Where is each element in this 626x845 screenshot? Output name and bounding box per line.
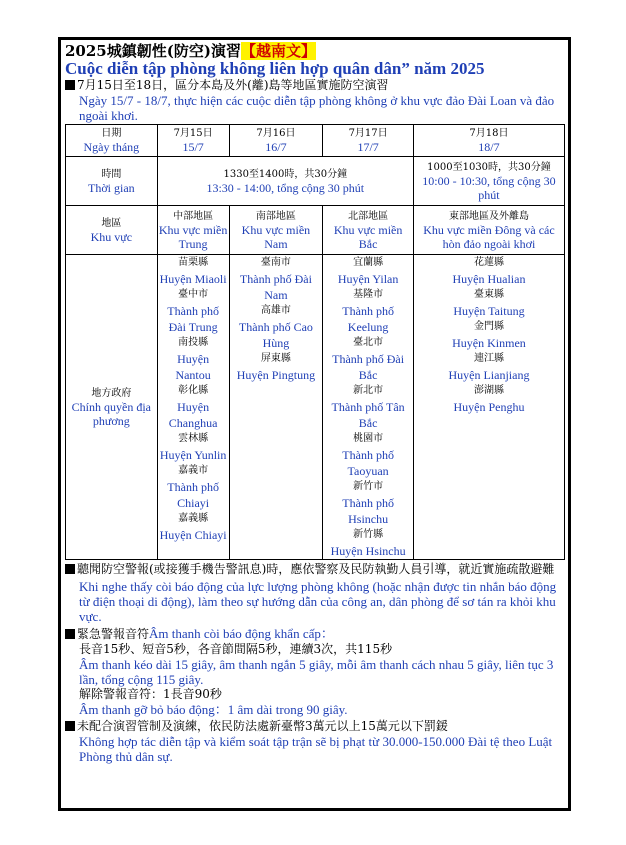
city-name-vi: Huyện Kinmen xyxy=(452,336,526,350)
intro-chinese xyxy=(65,78,564,93)
city-name-vi: Thành phố Đài Nam xyxy=(239,272,312,302)
city-name-zh: 澎湖縣 xyxy=(473,385,504,396)
city-name-vi: Thành phố Đài Trung xyxy=(167,304,219,334)
government-label-vi: Chính quyền địa phương xyxy=(71,399,151,428)
date-zh: 7月15日 xyxy=(173,128,213,139)
title-vietnamese: Cuộc diễn tập phòng không liên hợp quân dân” năm 2025 xyxy=(65,59,485,78)
city-name-zh: 苗栗縣 xyxy=(178,257,209,268)
note-alarm-zh: 緊急警報音符 xyxy=(77,627,150,641)
area-vi: Khu vực miền Đông và các hòn đảo ngoài khơi xyxy=(423,222,555,251)
note-evacuation-zh-text: 聽聞防空警報(或接獲手機告警訊息)時，應依警察及民防執勤人員引導，就近實施疏散避難 xyxy=(77,562,555,576)
date-cell xyxy=(157,125,229,157)
city-name-vi: Thành phố Tân Bắc xyxy=(331,400,405,430)
city-name-vi: Huyện Pingtung xyxy=(236,368,316,382)
area-vi: Khu vực miền Nam xyxy=(241,222,311,251)
city-list-north xyxy=(323,255,414,560)
time-main-vi: 13:30 - 14:00, tổng cộng 30 phút xyxy=(206,180,365,195)
city-name-zh: 新北市 xyxy=(353,385,384,396)
city-name-zh: 嘉義市 xyxy=(178,465,209,476)
city-name-zh: 雲林縣 xyxy=(178,433,209,444)
area-label-vi: Khu vực xyxy=(90,229,133,244)
city-name-zh: 花蓮縣 xyxy=(473,257,504,268)
city-name-zh: 臺北市 xyxy=(353,337,384,348)
city-name-vi: Huyện Yunlin xyxy=(159,448,227,462)
time-label-cell xyxy=(66,157,158,206)
bullet-square-icon xyxy=(65,721,75,731)
note-alarm-vi: Âm thanh còi báo động khẩn cấp： xyxy=(149,626,334,641)
schedule-table xyxy=(65,124,565,560)
bullet-square-icon xyxy=(65,80,75,90)
city-name-zh: 高雄市 xyxy=(260,305,291,316)
date-zh: 7月17日 xyxy=(348,128,388,139)
bullet-square-icon xyxy=(65,629,75,639)
city-name-vi: Thành phố Cao Hùng xyxy=(238,320,313,350)
note-penalty-zh xyxy=(65,719,564,734)
date-zh: 7月18日 xyxy=(469,128,509,139)
city-name-vi: Huyện Chiayi xyxy=(159,528,227,542)
time-label-vi: Thời gian xyxy=(88,180,135,195)
note-evacuation-vi: Khi nghe thấy còi báo động của lực lượng phòng không (hoặc nhận được tin nhắn báo động từ điện thoại di động), làm theo sự hướng dẫn của công an, dân phòng để sơ tán ra khỏi khu vực. xyxy=(79,579,557,624)
note-release-zh: 解除警報音符：1長音90秒 xyxy=(79,687,222,701)
note-penalty-vi: Không hợp tác diễn tập và kiểm soát tập trận sẽ bị phạt từ 30.000-150.000 Đài tệ theo Luật Phòng thủ dân sự. xyxy=(79,734,553,764)
date-label-vi: Ngày tháng xyxy=(83,140,140,154)
time-last-vi: 10:00 - 10:30, tổng cộng 30 phút xyxy=(422,173,556,202)
area-zh: 北部地區 xyxy=(348,210,389,222)
city-name-zh: 南投縣 xyxy=(178,337,209,348)
title-chinese-text: 2025城鎮韌性(防空)演習 xyxy=(65,42,241,60)
city-name-zh: 連江縣 xyxy=(473,353,504,364)
note-release-vi: Âm thanh gỡ bỏ báo động：1 âm dài trong 90 giây. xyxy=(79,702,348,717)
city-name-zh: 嘉義縣 xyxy=(178,513,209,524)
intro-chinese-text: 7月15日至18日，區分本島及外(離)島等地區實施防空演習 xyxy=(77,78,389,92)
city-list-south xyxy=(229,255,323,560)
date-vi: 18/7 xyxy=(478,140,500,154)
area-vi: Khu vực miền Trung xyxy=(158,222,228,251)
note-alarm-detail-zh: 長音15秒、短音5秒，各音節間隔5秒，連續3次，共115秒 xyxy=(79,642,393,656)
city-name-vi: Huyện Nantou xyxy=(175,352,211,382)
time-label-zh: 時間 xyxy=(101,168,122,180)
time-main-cell xyxy=(157,157,413,206)
note-alarm-detail-vi: Âm thanh kéo dài 15 giây, âm thanh ngắn 5 giây, mỗi âm thanh cách nhau 5 giây, liên tục 3 lần, tổng cộng 115 giây. xyxy=(79,657,554,687)
time-last-cell xyxy=(413,157,564,206)
government-label-cell xyxy=(66,255,158,560)
date-label-cell xyxy=(66,125,158,157)
government-row xyxy=(66,255,565,560)
time-main-zh: 1330至1400時，共30分鐘 xyxy=(223,168,348,180)
city-list-central xyxy=(157,255,229,560)
date-vi: 17/7 xyxy=(357,140,379,154)
city-name-vi: Huyện Hsinchu xyxy=(330,544,406,558)
area-zh: 南部地區 xyxy=(255,210,296,222)
date-cell xyxy=(413,125,564,157)
city-name-zh: 屏東縣 xyxy=(260,353,291,364)
city-name-vi: Thành phố Đài Bắc xyxy=(332,352,405,382)
time-last-zh: 1000至1030時，共30分鐘 xyxy=(427,161,551,173)
date-zh: 7月16日 xyxy=(256,128,296,139)
city-name-vi: Huyện Hualian xyxy=(452,272,526,286)
area-row xyxy=(66,206,565,255)
city-name-zh: 宜蘭縣 xyxy=(353,257,384,268)
city-name-zh: 新竹市 xyxy=(353,481,384,492)
note-evacuation-zh xyxy=(65,562,564,577)
date-row xyxy=(66,125,565,157)
city-list-east xyxy=(413,255,564,560)
city-name-zh: 彰化縣 xyxy=(178,385,209,396)
city-name-zh: 桃園市 xyxy=(353,433,384,444)
bullet-square-icon xyxy=(65,564,75,574)
date-cell xyxy=(229,125,323,157)
city-name-vi: Thành phố Chiayi xyxy=(167,480,219,510)
area-cell xyxy=(157,206,229,255)
date-vi: 16/7 xyxy=(265,140,287,154)
area-zh: 中部地區 xyxy=(173,210,214,222)
city-name-vi: Thành phố Hsinchu xyxy=(342,496,394,526)
area-zh: 東部地區及外離島 xyxy=(448,210,529,222)
document-frame xyxy=(58,37,571,811)
intro-vietnamese: Ngày 15/7 - 18/7, thực hiện các cuộc diễn tập phòng không ở khu vực đảo Đài Loan và đảo ngoài khơi. xyxy=(79,93,555,123)
city-name-vi: Huyện Changhua xyxy=(168,400,218,430)
city-name-zh: 基隆市 xyxy=(353,289,384,300)
area-cell xyxy=(229,206,323,255)
city-name-vi: Huyện Penghu xyxy=(453,400,525,414)
note-alarm-heading xyxy=(65,626,564,642)
city-name-vi: Huyện Miaoli xyxy=(159,272,227,286)
time-row xyxy=(66,157,565,206)
area-cell xyxy=(413,206,564,255)
city-name-vi: Huyện Lianjiang xyxy=(448,368,530,382)
city-name-zh: 臺東縣 xyxy=(473,289,504,300)
date-vi: 15/7 xyxy=(182,140,204,154)
city-name-zh: 臺南市 xyxy=(260,257,291,268)
city-name-zh: 金門縣 xyxy=(473,321,504,332)
note-penalty-zh-text: 未配合演習管制及演練，依民防法處新臺幣3萬元以上15萬元以下罰鍰 xyxy=(77,719,448,733)
city-name-vi: Thành phố Taoyuan xyxy=(342,448,394,478)
language-tag: 【越南文】 xyxy=(240,42,316,60)
city-name-zh: 臺中市 xyxy=(178,289,209,300)
city-name-zh: 新竹縣 xyxy=(353,529,384,540)
city-name-vi: Thành phố Keelung xyxy=(342,304,394,334)
area-label-zh: 地區 xyxy=(101,217,122,229)
area-vi: Khu vực miền Bắc xyxy=(333,222,403,251)
date-cell xyxy=(323,125,414,157)
title-chinese xyxy=(65,42,564,60)
government-label-zh: 地方政府 xyxy=(91,387,132,399)
date-label-zh: 日期 xyxy=(101,128,122,139)
area-cell xyxy=(323,206,414,255)
city-name-vi: Huyện Taitung xyxy=(453,304,525,318)
document-content xyxy=(65,42,564,764)
city-name-vi: Huyện Yilan xyxy=(337,272,399,286)
area-label-cell xyxy=(66,206,158,255)
